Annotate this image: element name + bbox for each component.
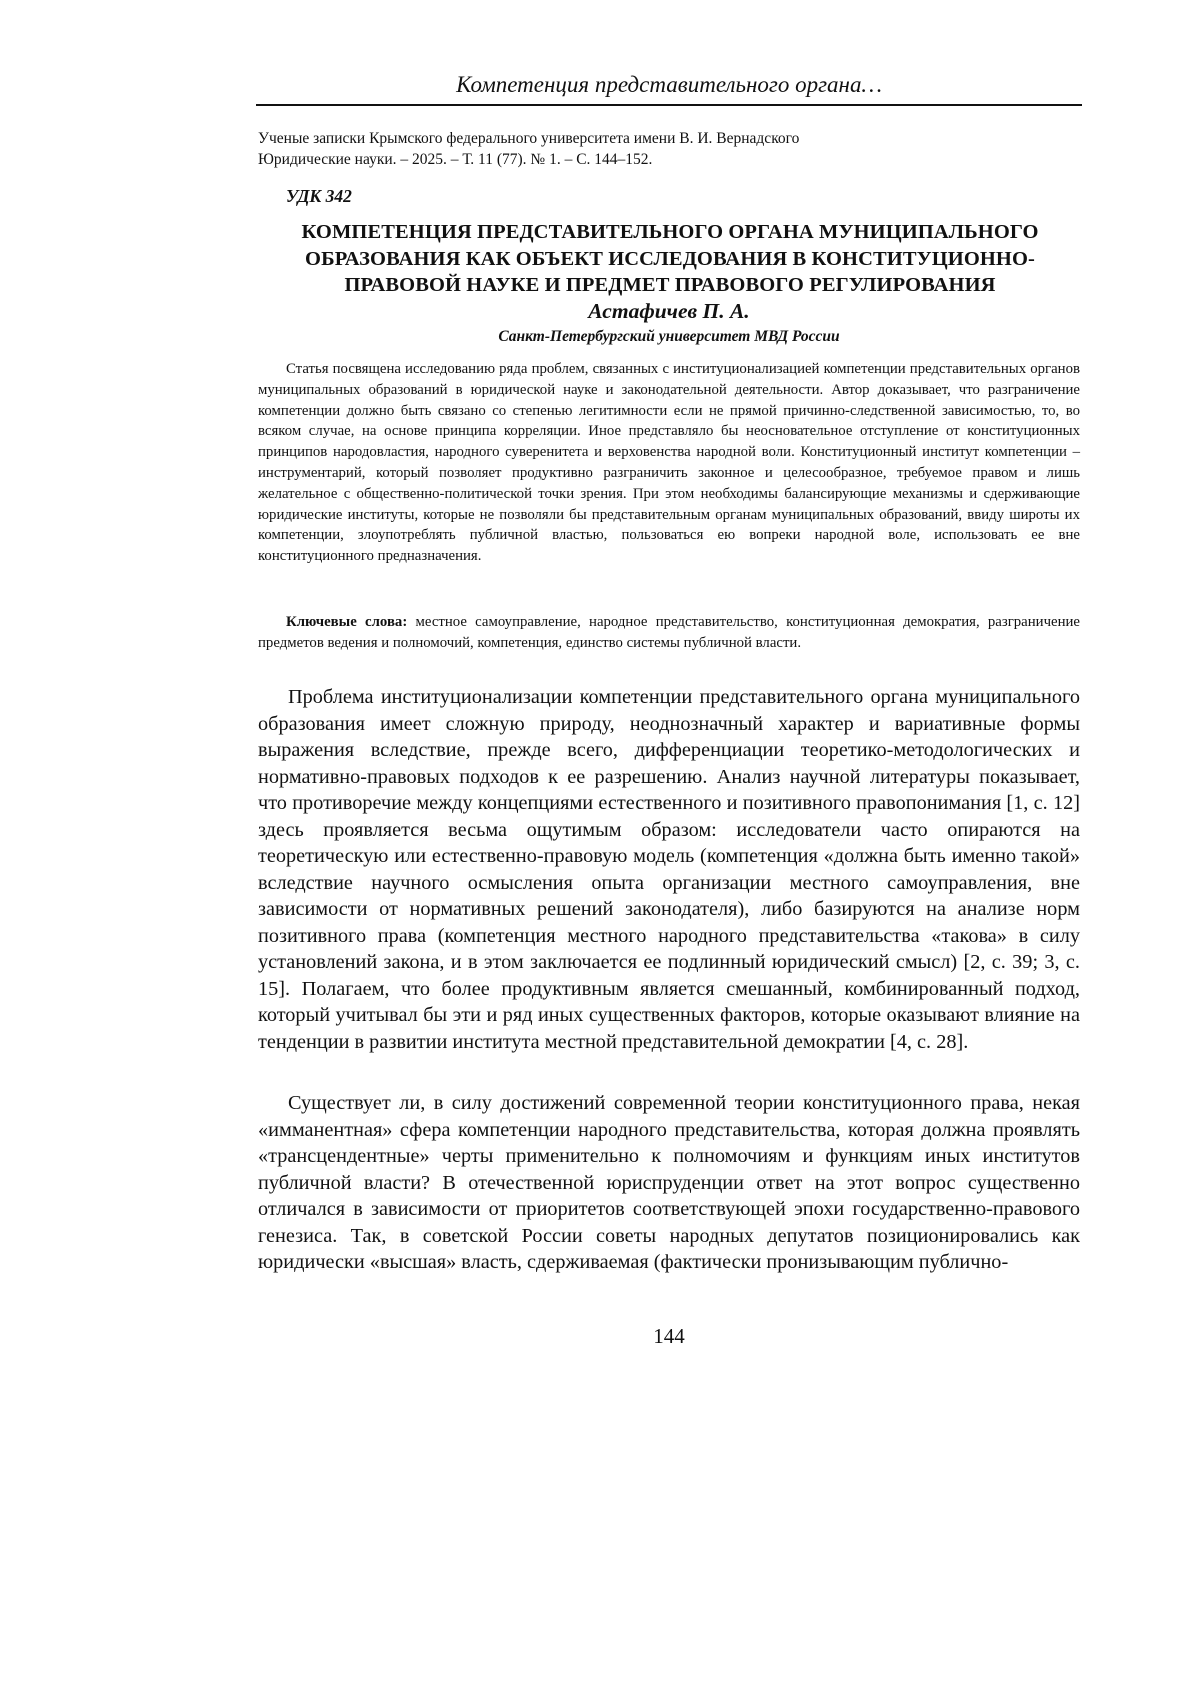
journal-citation-line-1: Ученые записки Крымского федерального университета имени В. И. Вернадского <box>258 128 1018 149</box>
article-title <box>240 219 1100 299</box>
running-head: Компетенция представительного органа… <box>258 70 1080 100</box>
article-title-line-1: КОМПЕТЕНЦИЯ ПРЕДСТАВИТЕЛЬНОГО ОРГАНА МУНИЦИПАЛЬНОГО <box>240 219 1100 246</box>
paper-page <box>0 0 1200 1697</box>
keywords-label: Ключевые слова: <box>286 614 407 630</box>
article-title-line-2: ОБРАЗОВАНИЯ КАК ОБЪЕКТ ИССЛЕДОВАНИЯ В КОНСТИТУЦИОННО- <box>240 246 1100 273</box>
body-paragraph-2: Существует ли, в силу достижений современной теории конституционного права, некая «имманентная» сфера компетенции народного представительства, которая должна проявлять «трансцендентные» черты применительно к полномочиям и функциям иных институтов публичной власти? В отечественной юриспруденции ответ на этот вопрос существенно отличался в зависимости от приоритетов соответствующей эпохи государственно-правового генезиса. Так, в советской России советы народных депутатов позиционировались как юридически «высшая» власть, сдерживаемая (фактически пронизывающим публично- <box>258 1090 1080 1276</box>
author-affiliation: Санкт-Петербургский университет МВД России <box>258 326 1080 347</box>
keywords-text: местное самоуправление, народное представительство, конституционная демократия, разграничение предметов ведения и полномочий, компетенция, единство системы публичной власти. <box>258 614 1080 651</box>
author-name: Астафичев П. А. <box>258 297 1080 325</box>
header-rule <box>256 104 1082 106</box>
udk-code: УДК 342 <box>286 184 352 208</box>
journal-citation-line-2: Юридические науки. – 2025. – Т. 11 (77). № 1. – С. 144–152. <box>258 149 1018 170</box>
abstract: Статья посвящена исследованию ряда проблем, связанных с институционализацией компетенции представительных органов муниципальных образований в юридической науке и законодательной деятельности. Автор доказывает, что разграничение компетенции должно быть связано со степенью легитимности если не прямой причинно-следственной зависимостью, то, во всяком случае, на основе принципа корреляции. Иное представляло бы неосновательное отступление от конституционных принципов народовластия, народного суверенитета и верховенства народной воли. Конституционный институт компетенции – инструментарий, который позволяет продуктивно разграничить законное и целесообразное, требуемое правом и лишь желательное с общественно-политической точки зрения. При этом необходимы балансирующие механизмы и сдерживающие юридические институты, которые не позволяли бы представительным органам муниципальных образований, ввиду широты их компетенции, злоупотреблять публичной властью, пользоваться ею вопреки народной воле, использовать ее вне конституционного предназначения. <box>258 359 1080 567</box>
body-paragraph-1: Проблема институционализации компетенции представительного органа муниципального образования имеет сложную природу, неоднозначный характер и вариативные формы выражения вследствие, прежде всего, дифференциации теоретико-методологических и нормативно-правовых подходов к ее разрешению. Анализ научной литературы показывает, что противоречие между концепциями естественного и позитивного правопонимания [1, с. 12] здесь проявляется весьма ощутимым образом: исследователи часто опираются на теоретическую или естественно-правовую модель (компетенция «должна быть именно такой» вследствие научного осмысления опыта организации местного самоуправления, вне зависимости от нормативных решений законодателя), либо базируются на анализе норм позитивного права (компетенция местного народного представительства «такова» в силу установлений закона, и в этом заключается ее подлинный юридический смысл) [2, с. 39; 3, с. 15]. Полагаем, что более продуктивным является смешанный, комбинированный подход, который учитывал бы эти и ряд иных существенных факторов, которые оказывают влияние на тенденции в развитии института местной представительной демократии [4, с. 28]. <box>258 684 1080 1055</box>
article-title-line-3: ПРАВОВОЙ НАУКЕ И ПРЕДМЕТ ПРАВОВОГО РЕГУЛИРОВАНИЯ <box>240 272 1100 299</box>
page-number: 144 <box>258 1322 1080 1350</box>
journal-citation <box>258 128 1018 170</box>
keywords <box>258 612 1080 654</box>
